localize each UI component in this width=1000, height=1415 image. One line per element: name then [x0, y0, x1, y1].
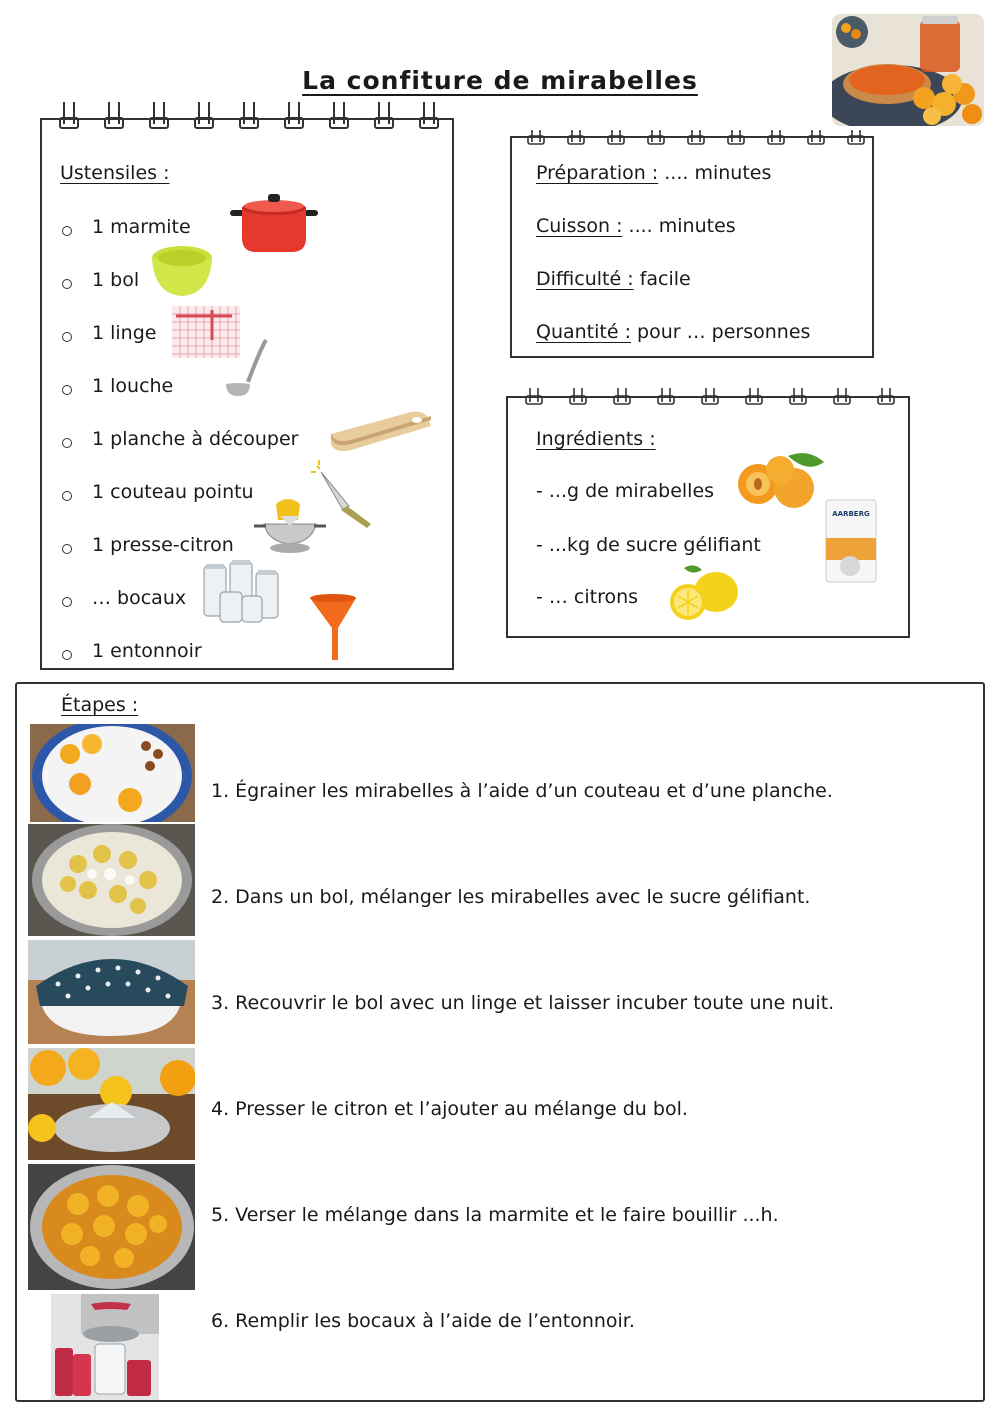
bullet-icon: [62, 385, 72, 395]
preparation-value: .... minutes: [664, 162, 772, 184]
ingredient-item: - … citrons: [536, 586, 639, 608]
difficulte-value: facile: [639, 268, 691, 290]
mirabelles-icon: [736, 448, 828, 510]
citrus-press-icon: [254, 496, 326, 558]
cutting-board-icon: [327, 410, 433, 454]
utensil-item: … bocaux: [92, 587, 187, 609]
bullet-icon: [62, 597, 72, 607]
bullet-icon: [62, 650, 72, 660]
page-title: La confiture de mirabelles: [302, 66, 698, 95]
step-5-text: 5. Verser le mélange dans la marmite et le faire bouillir ...h.: [211, 1204, 779, 1226]
ingredients-heading: Ingrédients :: [536, 428, 656, 450]
etapes-panel: [15, 682, 985, 1402]
cuisson-value: .... minutes: [628, 215, 736, 237]
ladle-icon: [222, 338, 272, 400]
cuisson-label: Cuisson :: [536, 215, 623, 237]
step-2-photo: [28, 824, 195, 936]
utensil-item: 1 louche: [92, 375, 174, 397]
quantite-row: [536, 321, 810, 343]
jars-icon: [202, 560, 282, 624]
quantite-label: Quantité :: [536, 321, 631, 343]
sugar-pack-icon: [824, 498, 878, 584]
step-4-text: 4. Presser le citron et l’ajouter au mélange du bol.: [211, 1098, 688, 1120]
funnel-icon: [308, 592, 358, 662]
preparation-row: [536, 162, 771, 184]
utensil-item: 1 bol: [92, 269, 140, 291]
utensil-item: 1 entonnoir: [92, 640, 202, 662]
difficulte-row: [536, 268, 691, 290]
bowl-icon: [150, 244, 214, 298]
utensil-item: 1 couteau pointu: [92, 481, 254, 503]
ustensiles-heading: Ustensiles :: [60, 162, 170, 184]
bullet-icon: [62, 279, 72, 289]
step-6-photo: [51, 1294, 159, 1400]
etapes-heading: Étapes :: [61, 694, 139, 716]
step-4-photo: [28, 1048, 195, 1160]
bullet-icon: [62, 544, 72, 554]
bullet-icon: [62, 332, 72, 342]
step-1-photo: [30, 724, 195, 822]
bullet-icon: [62, 226, 72, 236]
utensil-item: 1 marmite: [92, 216, 191, 238]
step-3-text: 3. Recouvrir le bol avec un linge et laisser incuber toute une nuit.: [211, 992, 835, 1014]
step-1-text: 1. Égrainer les mirabelles à l’aide d’un couteau et d’une planche.: [211, 780, 833, 802]
ingredient-item: - ...g de mirabelles: [536, 480, 715, 502]
spiral-binding-icon: [508, 384, 912, 424]
sugar-brand-label: AARBERG: [832, 510, 870, 518]
pot-icon: [228, 190, 320, 254]
step-5-photo: [28, 1164, 195, 1290]
ingredients-notebook: [506, 396, 910, 638]
utensil-item: 1 presse-citron: [92, 534, 234, 556]
bullet-icon: [62, 438, 72, 448]
utensil-item: 1 planche à découper: [92, 428, 299, 450]
lemons-icon: [664, 564, 742, 624]
spiral-binding-icon: [512, 126, 876, 166]
jam-toast-photo: [832, 14, 984, 126]
utensil-item: 1 linge: [92, 322, 157, 344]
quantite-value: pour … personnes: [637, 321, 811, 343]
difficulte-label: Difficulté :: [536, 268, 634, 290]
step-2-text: 2. Dans un bol, mélanger les mirabelles avec le sucre gélifiant.: [211, 886, 811, 908]
cuisson-row: [536, 215, 736, 237]
infos-notebook: [510, 136, 874, 358]
ustensiles-notebook: [40, 118, 454, 670]
step-6-text: 6. Remplir les bocaux à l’aide de l’entonnoir.: [211, 1310, 635, 1332]
preparation-label: Préparation :: [536, 162, 659, 184]
ingredient-item: - ...kg de sucre gélifiant: [536, 534, 761, 556]
step-3-photo: [28, 940, 195, 1044]
bullet-icon: [62, 491, 72, 501]
spiral-binding-icon: [42, 98, 456, 138]
